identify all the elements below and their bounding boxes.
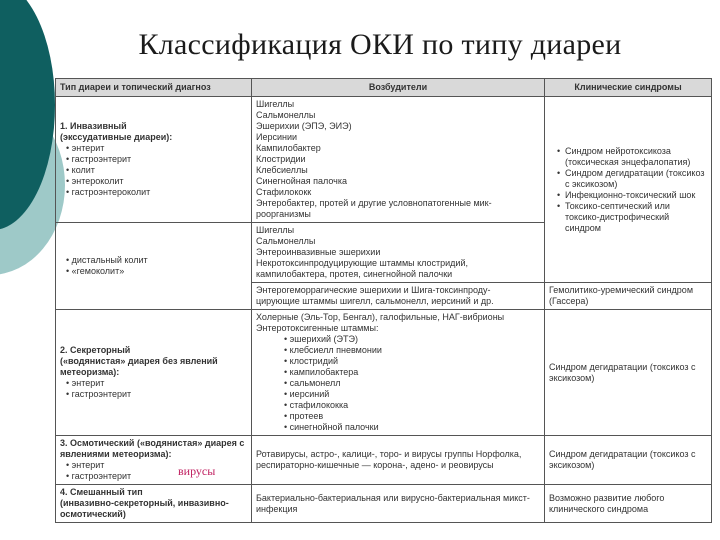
list-item: • дистальный колит [66, 255, 247, 266]
classification-table [55, 78, 712, 523]
pathogen-line: Сальмонеллы [256, 110, 316, 120]
type-title: 4. Смешанный тип [60, 487, 143, 497]
pathogen-line: Иерсинии [256, 132, 298, 142]
list-item: • Синдром дегидратации (токсикоз с эксикозом) [557, 168, 707, 190]
list-item: • клостридий [284, 356, 540, 367]
type-cell [56, 310, 252, 436]
list-item: • сальмонелл [284, 378, 540, 389]
list-item: • энтероколит [66, 176, 247, 187]
list-item: • Синдром нейротоксикоза (токсическая энцефалопатия) [557, 146, 707, 168]
syndromes-cell: Синдром дегидратации (токсикоз с эксикозом) [545, 310, 712, 436]
list-item: • иерсиний [284, 389, 540, 400]
pathogens-cell [252, 97, 545, 223]
pathogens-cell [252, 283, 545, 310]
pathogen-line: Кампилобактер [256, 143, 321, 153]
type-subtitle: (инвазивно-секреторный, инвазивно-осмотический) [60, 498, 229, 519]
table-row [56, 436, 712, 485]
syndromes-cell: Возможно развитие любого клинического синдрома [545, 485, 712, 523]
list-item: • синегнойной палочки [284, 422, 540, 433]
syndromes-cell: Гемолитико-уремический синдром (Гассера) [545, 283, 712, 310]
header-row [56, 79, 712, 97]
syndromes-list [549, 146, 707, 234]
list-item: • эшерихий (ЭТЭ) [284, 334, 540, 345]
list-item: • гастроэнтерит [66, 389, 247, 400]
syndromes-cell: Синдром дегидратации (токсикоз с эксикозом) [545, 436, 712, 485]
type-cell [56, 97, 252, 223]
forms-list [60, 255, 247, 277]
list-item: • энтерит [66, 378, 247, 389]
pathogen-line: Энтеробактер, протей и другие условнопатогенные мик- [256, 198, 492, 208]
type-subtitle: («водянистая» диарея без явлений метеоризма): [60, 356, 218, 377]
list-item: • энтерит [66, 460, 247, 471]
list-item: • колит [66, 165, 247, 176]
pathogen-line: Энтероинвазивные эшерихии [256, 247, 381, 257]
list-item: • кампилобактера [284, 367, 540, 378]
type-cell [56, 436, 252, 485]
table-row [56, 310, 712, 436]
pathogen-line: Холерные (Эль-Тор, Бенгал), галофильные, НАГ-вибрионы [256, 312, 505, 322]
list-item: • энтерит [66, 143, 247, 154]
forms-list [60, 143, 247, 198]
pathogen-line: Некротоксинпродуцирующие штаммы клостридий, [256, 258, 468, 268]
toxigenic-list [256, 334, 540, 433]
pathogen-line: Клебсиеллы [256, 165, 308, 175]
type-subtitle: (экссудативные диареи): [60, 132, 173, 142]
list-item: • гастроэнтерит [66, 471, 247, 482]
forms-list [60, 460, 247, 482]
slide-title: Классификация ОКИ по типу диареи [138, 28, 622, 61]
table-row [56, 485, 712, 523]
list-item: • гастроэнтерит [66, 154, 247, 165]
pathogen-line: Клостридии [256, 154, 306, 164]
type-title: 1. Инвазивный [60, 121, 127, 131]
table-row [56, 97, 712, 223]
type-cell [56, 223, 252, 310]
pathogen-line: роорганизмы [256, 209, 311, 219]
list-item: • протеев [284, 411, 540, 422]
pathogen-line: цирующие штаммы шигелл, сальмонелл, иерсиний и др. [256, 296, 494, 306]
list-item: • Инфекционно-токсический шок [557, 190, 707, 201]
type-cell [56, 485, 252, 523]
list-item: • клебсиелл пневмонии [284, 345, 540, 356]
pathogen-line: Шигеллы [256, 99, 295, 109]
pathogens-cell: Ротавирусы, астро-, калици-, торо- и вирусы группы Норфолка, респираторно-кишечные — корона-, адено- и реовирусы [252, 436, 545, 485]
list-item: • стафилококка [284, 400, 540, 411]
header-syndromes: Клинические синдромы [545, 79, 712, 97]
list-item: • Токсико-септический или токсико-дистрофический синдром [557, 201, 707, 234]
pathogen-line: Стафилококк [256, 187, 312, 197]
forms-list [60, 378, 247, 400]
pathogens-cell [252, 310, 545, 436]
list-item: • «гемоколит» [66, 266, 247, 277]
pathogen-line: Эшерихии (ЭПЭ, ЭИЭ) [256, 121, 352, 131]
syndromes-cell [545, 97, 712, 283]
pathogen-line: Шигеллы [256, 225, 295, 235]
pathogens-cell: Бактериально-бактериальная или вирусно-бактериальная микст-инфекция [252, 485, 545, 523]
header-type: Тип диареи и топический диагноз [56, 79, 252, 97]
pathogen-line: Сальмонеллы [256, 236, 316, 246]
pathogen-line: кампилобактера, протея, синегнойной палочки [256, 269, 453, 279]
header-pathogens: Возбудители [252, 79, 545, 97]
list-item: • гастроэнтероколит [66, 187, 247, 198]
pathogens-cell [252, 223, 545, 283]
type-title: 3. Осмотический («водянистая» диарея с явлениями метеоризма): [60, 438, 245, 459]
type-title: 2. Секреторный [60, 345, 131, 355]
pathogen-line: Энтеротоксигенные штаммы: [256, 323, 379, 333]
pathogen-line: Синегнойная палочка [256, 176, 348, 186]
viruses-overlay-label: вирусы [178, 464, 216, 478]
pathogen-line: Энтерогеморрагические эшерихии и Шига-токсинпроду- [256, 285, 491, 295]
